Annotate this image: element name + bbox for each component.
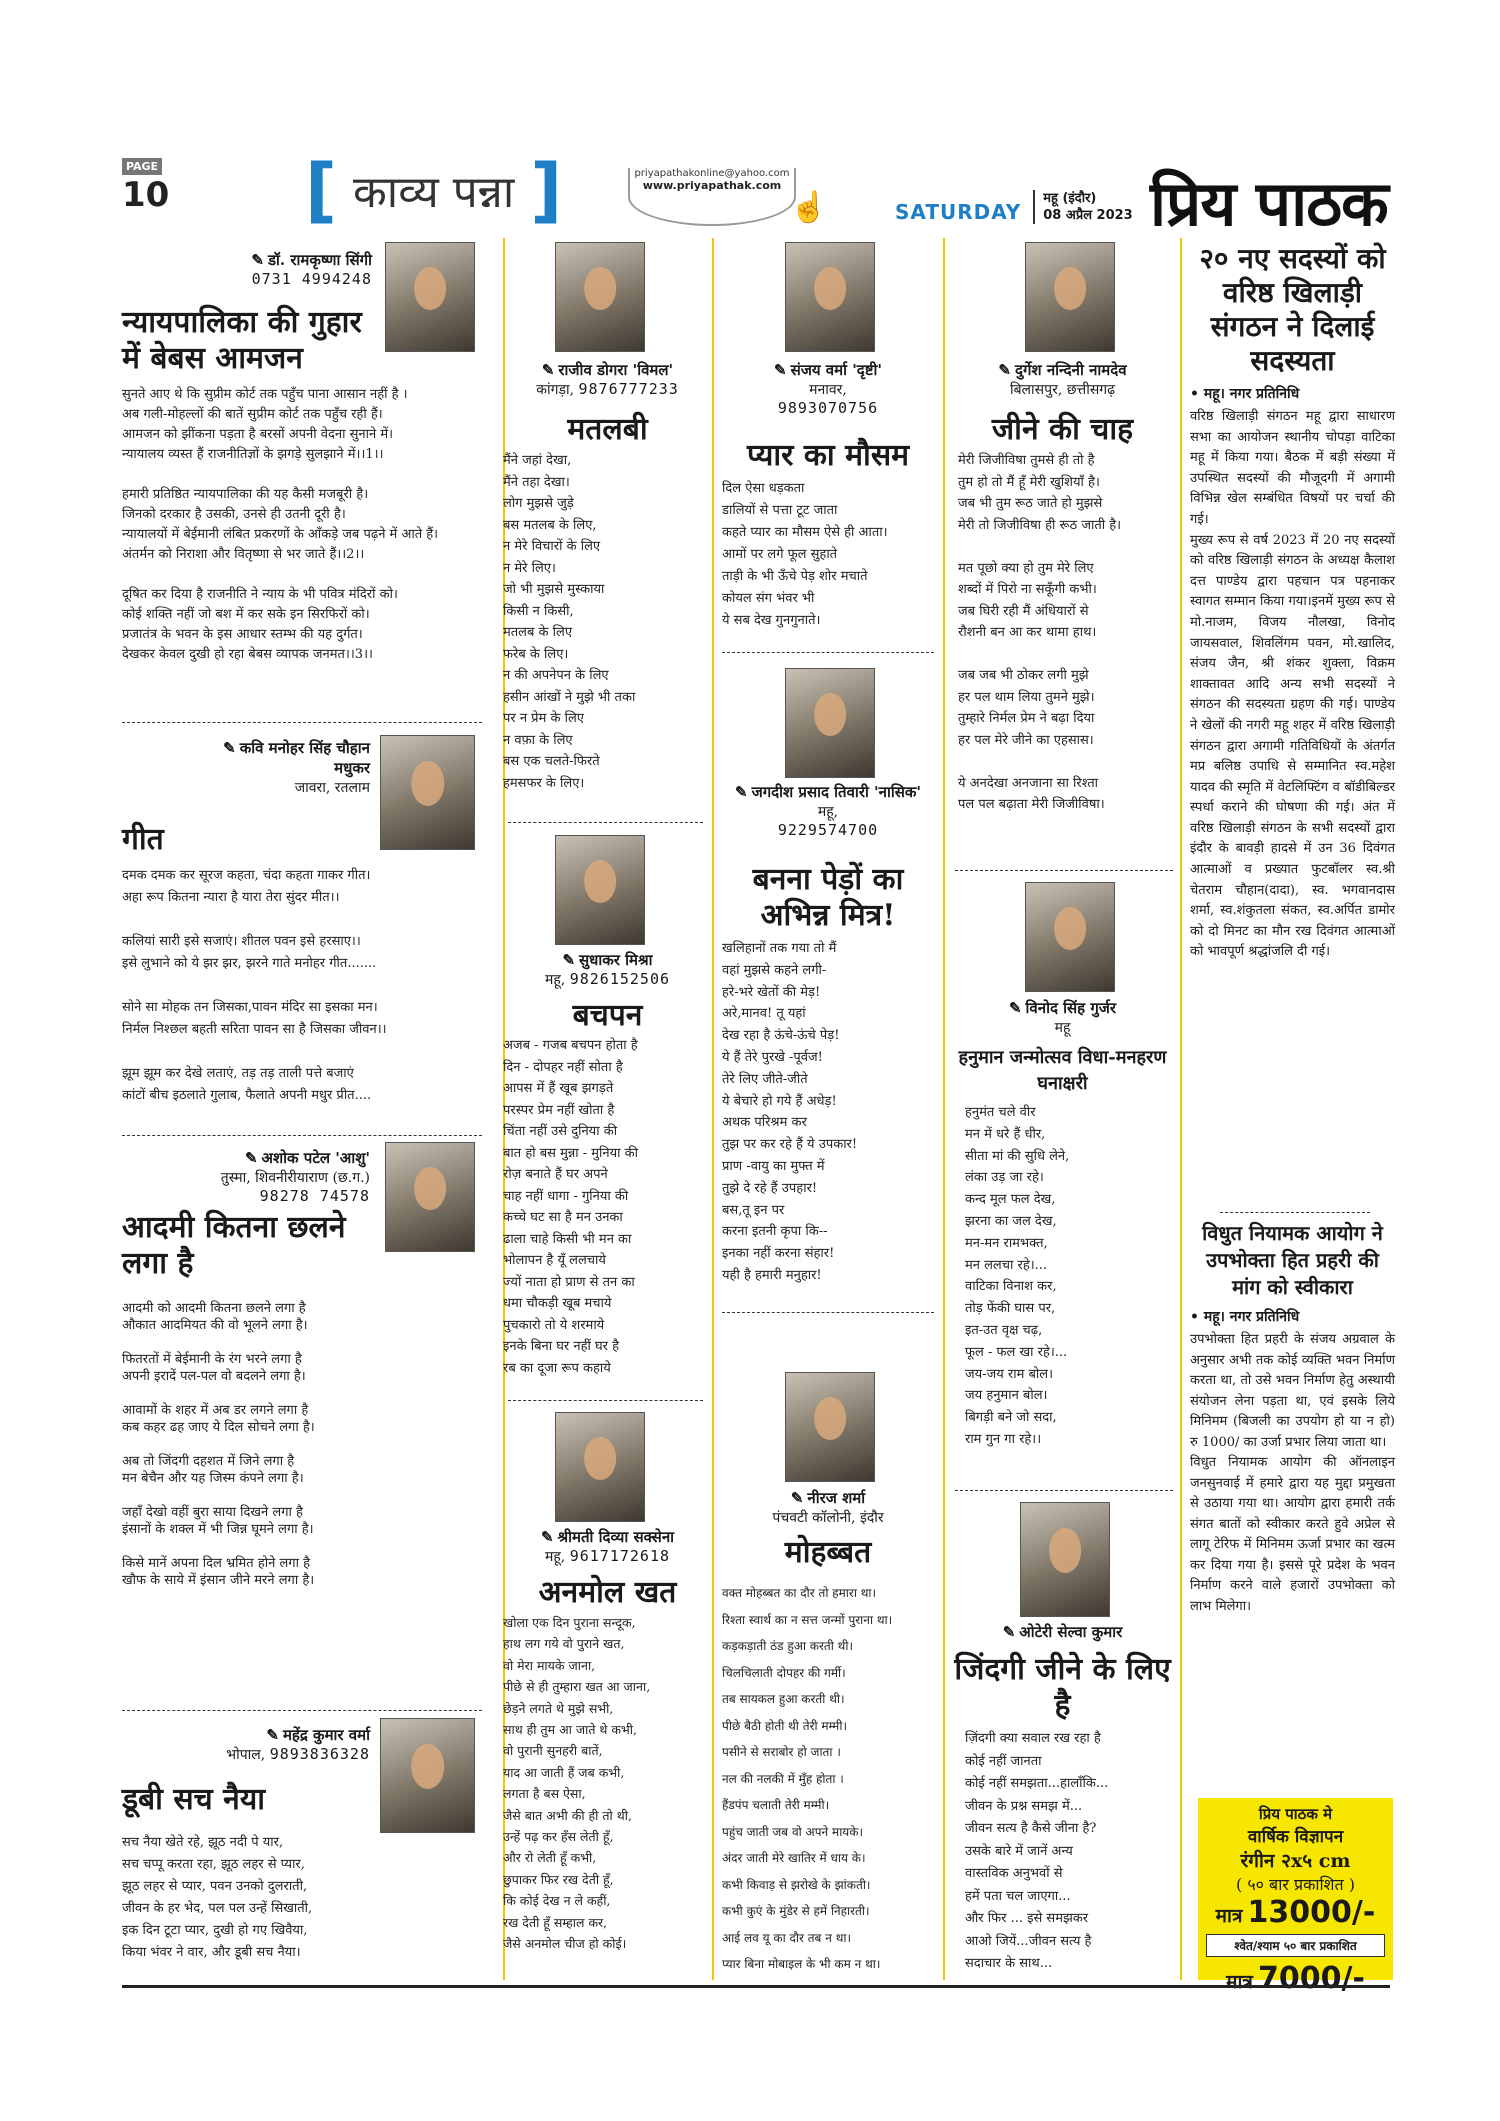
divider bbox=[508, 1400, 703, 1401]
dateline bbox=[895, 190, 1133, 224]
page-number-tag bbox=[122, 158, 170, 215]
author-place: महू bbox=[1054, 1020, 1071, 1036]
author-place: महू, bbox=[544, 1549, 566, 1565]
news-byline: • महू। नगर प्रतिनिधि bbox=[1190, 1309, 1300, 1325]
ad-price-prefix: मात्र bbox=[1215, 1905, 1243, 1927]
poem-byline bbox=[190, 738, 370, 797]
poem-title: हनुमान जन्मोत्सव विधा-मनहरण घनाक्षरी bbox=[958, 1047, 1167, 1094]
poem-body: सुनते आए थे कि सुप्रीम कोर्ट तक पहुँच पाना आसान नहीं है । अब गली-मोहल्लों की बातें सुप्रीम कोर्ट तक पहुँच रही हैं। आमजन को झींकना पड़ता है बरसों अपनी वेदना सुनाने में। न्यायालय व्यस्त हैं राजनीतिज्ञों के झगड़े सुलझाने में।।1।। हमारी प्रतिष्ठित न्यायपालिका की यह कैसी मजबूरी है। जिनको दरकार है उसकी, उनसे ही उतनी दूरी है। न्यायालयों में बेईमानी लंबित प्रकरणों के आँकड़े जब पढ़ने में आते हैं। अंतर्मन को निराशा और वितृष्णा से भर जाते हैं।।2।। दूषित कर दिया है राजनीति ने न्याय के भी पवित्र मंदिरों को। कोई शक्ति नहीं जो बश में कर सके इन सिरफिरों को। प्रजातंत्र के भवन के इस आधार स्तम्भ की यह दुर्गत। देखकर केवल दुखी हो रहा बेबस व्यापक जनमत।।3।। bbox=[122, 387, 439, 662]
author-photo bbox=[555, 242, 645, 352]
poem-body: दमक दमक कर सूरज कहता, चंदा कहता गाकर गीत। अहा रूप कितना न्यारा है यारा तेरा सुंदर मीत।। कलियां सारी इसे सजाएं। शीतल पवन इसे हरसाए।। इसे लुभाने को ये झर झर, झरने गाते मनोहर गीत....... सोने सा मोहक तन जिसका,पावन मंदिर सा इसका मन। निर्मल निश्छल बहती सरिता पावन सा है जिसका जीवन।। झूम झूम कर देखे लताएं, तड़ तड़ ताली पत्ते बजाएं कांटों बीच इठलाते गुलाब, फैलाते अपनी मधुर प्रीत.... bbox=[122, 868, 387, 1103]
author-phone: 98278 74578 bbox=[259, 1187, 370, 1205]
pen-icon: ✎ bbox=[251, 251, 264, 269]
poem-body: हनुमंत चले वीर मन में धरे हैं धीर, सीता मां की सुधि लेने, लंका उड़ जा रहे। कन्द मूल फल देख, झरना का जल देख, मन-मन रामभक्त, मन ललचा रहे।... वाटिका विनाश कर, तोड़ फेंकी घास पर, इत-उत वृक्ष चढ़, फूल - फल खा रहे।... जय-जय राम बोल। जय हनुमान बोल। बिगड़ी बने जो सदा, राम गुन गा रहे।। bbox=[965, 1105, 1070, 1447]
pen-icon: ✎ bbox=[562, 951, 576, 969]
news-byline: • महू। नगर प्रतिनिधि bbox=[1190, 386, 1300, 402]
pen-icon: ✎ bbox=[790, 1489, 804, 1507]
author-photo bbox=[1025, 882, 1115, 992]
author-photo bbox=[385, 242, 475, 352]
website-link[interactable]: www.priyapathak.com bbox=[642, 179, 782, 192]
divider bbox=[1220, 1212, 1370, 1213]
ad-line: रंगीन २x५ cm bbox=[1240, 1850, 1351, 1872]
divider bbox=[122, 722, 482, 723]
divider bbox=[122, 1135, 482, 1136]
author-phone: 9876777233 bbox=[578, 380, 679, 398]
email-text[interactable]: priyapathakonline@yahoo.com bbox=[634, 168, 790, 179]
poem-title: बनना पेड़ों का अभिन्न मित्र! bbox=[752, 862, 904, 933]
author-place: तुस्मा, शिवनीरीयाराण (छ.ग.) bbox=[220, 1170, 370, 1186]
divider bbox=[955, 870, 1173, 871]
divider bbox=[955, 1490, 1173, 1491]
divider bbox=[722, 652, 934, 653]
pen-icon: ✎ bbox=[1002, 1623, 1016, 1641]
poem-body: खलिहानों तक गया तो मैं वहां मुझसे कहने लगी- हरे-भरे खेतों की मेड़! अरे,मानव! तू यहां देख रहा है ऊंचे-ऊंचे पेड़! ये हैं तेरे पुरखे -पूर्वज! तेरे लिए जीते-जीते ये बेचारे हो गये हैं अधेड़! अथक परिश्रम कर तुझ पर कर रहे हैं ये उपकार! प्राण -वायु का मुफ्त में तुझे दे रहे हैं उपहार! बस,तू इन पर करना इतनी कृपा कि-- इनका नहीं करना संहार! यही है हमारी मनुहार! bbox=[722, 941, 858, 1283]
author-name: डॉ. रामकृष्णा सिंगी bbox=[267, 251, 372, 269]
poem-body: खोला एक दिन पुराना सन्दूक, हाथ लग गये वो पुराने खत, वो मेरा मायके जाना, पीछे से ही तुम्हारा खत आ जाना, छेड़ने लगते थे मुझे सभी, साथ ही तुम आ जाते थे कभी, वो पुरानी सुनहरी बातें, याद आ जाती हैं जब कभी, लगता है बस ऐसा, जैसे बात अभी की ही तो थी, उन्हें पढ़ कर हँस लेती हूँ, और रो लेती हूँ कभी, छुपाकर फिर रख देती हूँ, कि कोई देख न ले कहीं, रख देती हूँ सम्हाल कर, जैसे अनमोल चीज हो कोई। bbox=[503, 1615, 651, 1952]
author-name: संजय वर्मा 'दृष्टी' bbox=[790, 361, 882, 379]
pen-icon: ✎ bbox=[266, 1726, 279, 1744]
author-name: अशोक पटेल 'आशु' bbox=[261, 1149, 370, 1167]
pen-icon: ✎ bbox=[540, 1528, 554, 1546]
ad-line: ( ५० बार प्रकाशित ) bbox=[1236, 1875, 1355, 1894]
author-place: भोपाल, bbox=[226, 1747, 266, 1763]
author-place: पंचवटी कॉलोनी, इंदौर bbox=[772, 1510, 884, 1526]
poem-title: मोहब्बत bbox=[784, 1535, 872, 1570]
author-name: दुर्गेश नन्दिनी नामदेव bbox=[1015, 361, 1127, 379]
city: महू (इंदौर) bbox=[1043, 191, 1097, 206]
ad-strip: श्वेत/श्याम ५० बार प्रकाशित bbox=[1206, 1934, 1385, 1957]
poem-title: आदमी कितना छलने लगा है bbox=[122, 1210, 346, 1281]
poem-byline bbox=[718, 1488, 938, 1527]
poem-title: गीत bbox=[122, 822, 164, 857]
poem-body: मेरी जिजीविषा तुमसे ही तो है तुम हो तो मैं हूँ मेरी खुशियाँ है। जब भी तुम रूठ जाते हो मुझसे मेरी तो जिजीविषा ही रूठ जाती है। मत पूछो क्या हो तुम मेरे लिए शब्दों में पिरो ना सकूँगी कभी। जब घिरी रही मैं अंधियारों से रौशनी बन आ कर थामा हाथ। जब जब भी ठोकर लगी मुझे हर पल थाम लिया तुमने मुझे। तुम्हारे निर्मल प्रेम ने बढ़ा दिया हर पल मेरे जीने का एहसास। ये अनदेखा अनजाना सा रिश्ता पल पल बढ़ाता मेरी जिजीविषा। bbox=[958, 453, 1122, 812]
author-phone: 9893836328 bbox=[269, 1745, 370, 1763]
poem-byline bbox=[950, 1622, 1175, 1642]
author-phone: 0731 4994248 bbox=[251, 270, 372, 288]
poem-body: अजब - गजब बचपन होता है दिन - दोपहर नहीं सोता है आपस में हैं खूब झगड़ते परस्पर प्रेम नहीं खोता है चिंता नहीं उसे दुनिया की बात हो बस मुन्ना - मुनिया की रोज़ बनाते हैं घर अपने चाह नहीं धागा - गुनिया की कच्चे घट सा है मन उनका ढाला चाहे किसी भी मन का भोलापन है यूँ ललचाये ज्यों नाता हो प्राण से तन का धमा चौकड़ी खूब मचाये पुचकारो तो ये शरमाये इनके बिना घर नहीं घर है रब का दूजा रूप कहाये bbox=[503, 1038, 639, 1376]
poem-body: आदमी को आदमी कितना छलने लगा है औकात आदमियत की वो भूलने लगा है। फितरतों में बेईमानी के रंग भरने लगा है अपनी इरादें पल-पल वो बदलने लगा है। आवामों के शहर में अब डर लगने लगा है कब कहर ढह जाए ये दिल सोचने लगा है। अब तो जिंदगी दहशत में जिने लगा है मन बेचैन और यह जिस्म कंपने लगा है। जहाँ देखो वहीं बुरा साया दिखने लगा है इंसानों के शक्ल में भी जिन्न घूमने लगा है। किसे मानें अपना दिल भ्रमित होने लगा है खौफ के साये में इंसान जीने मरने लगा है। bbox=[122, 1301, 315, 1588]
author-name: महेंद्र कुमार वर्मा bbox=[282, 1726, 370, 1744]
page-label: PAGE bbox=[122, 158, 162, 175]
author-place: मनावर, bbox=[809, 382, 847, 398]
contact-block bbox=[628, 168, 796, 226]
author-photo bbox=[785, 1372, 875, 1482]
poem-body: मैंने जहां देखा, मैंने तहा देखा। लोग मुझसे जुड़े बस मतलब के लिए, न मेरे विचारों के लिए न मेरे लिए। जो भी मुझसे मुस्काया किसी न किसी, मतलब के लिए फरेब के लिए। न की अपनेपन के लिए हसीन आंखों ने मुझे भी तका पर न प्रेम के लिए न वफ़ा के लिए बस एक चलते-फिरते हमसफर के लिए। bbox=[503, 453, 636, 791]
poem-body: दिल ऐसा धड़कता डालियों से पत्ता टूट जाता कहते प्यार का मौसम ऐसे ही आता। आमों पर लगे फूल सुहाते ताड़ी के भी ऊँचे पेड़ शोर मचाते कोयल संग भंवर भी ये सब देख गुनगुनाते। bbox=[722, 481, 888, 628]
author-photo bbox=[555, 835, 645, 945]
author-name: नीरज शर्मा bbox=[807, 1489, 866, 1507]
pointing-hand-icon: ☝ bbox=[790, 190, 828, 225]
author-name: ओटेरी सेल्वा कुमार bbox=[1019, 1623, 1123, 1641]
poem-byline bbox=[950, 998, 1175, 1037]
author-place: जावरा, रतलाम bbox=[294, 780, 370, 796]
poem-body: सच नैया खेते रहे, झूठ नदी पे यार, सच चप्पू करता रहा, झूठ लहर से प्यार, झूठ लहर से प्यार, पवन उनको दुलराती, जीवन के हर भेद, पल पल उन्हें सिखाती, इक दिन टूटा प्यार, दुखी हो गए खिवैया, किया भंवर ने वार, और डूबी सच नैया। bbox=[122, 1835, 313, 1960]
poem-title: अनमोल खत bbox=[538, 1575, 677, 1610]
author-photo bbox=[555, 1412, 645, 1522]
author-place: महू, bbox=[817, 804, 839, 820]
author-name: कवि मनोहर सिंह चौहान मधुकर bbox=[239, 739, 370, 777]
news-body: उपभोक्ता हित प्रहरी के संजय अग्रवाल के अनुसार अभी तक कोई व्यक्ति भवन निर्माण करता था, तो उसे भवन निर्माण हेतु अस्थायी संयोजन लेना पड़ता था, एवं इसके लिये मिनिमम (बिजली का उपयोग हो या न हो) रु 1000/ का उर्जा प्रभार लिया जाता था। विधुत नियामक आयोग की ऑनलाइन जनसुनवाई में हमारे द्वारा यह मुद्दा प्रमुखता से उठाया गया था। आयोग द्वारा हमारी तर्क संगत बातों को स्वीकार करते हुवे अप्रेल से लागू टेरिफ में मिनिमम ऊर्जा प्रभार का खत्म कर दिया गया है। इससे पूरे प्रदेश के भवन निर्माण करने वाले हजारों उपभोक्ता को लाभ मिलेगा। bbox=[1190, 1332, 1395, 1614]
bottom-rule bbox=[122, 1985, 1390, 1988]
pen-icon: ✎ bbox=[734, 783, 748, 801]
ad-line: वार्षिक विज्ञापन bbox=[1247, 1827, 1344, 1847]
ad-price-prefix: मात्र bbox=[1226, 1971, 1253, 1993]
poem-byline bbox=[180, 1148, 370, 1205]
poem-title: न्यायपालिका की गुहार में बेबस आमजन bbox=[122, 305, 362, 376]
author-place: महू, bbox=[544, 972, 566, 988]
author-photo bbox=[1020, 1502, 1110, 1617]
poem-byline bbox=[718, 360, 938, 417]
poem-byline bbox=[718, 782, 938, 839]
author-phone: 9826152506 bbox=[569, 970, 671, 988]
author-name: श्रीमती दिव्या सक्सेना bbox=[557, 1528, 675, 1546]
author-photo bbox=[380, 1718, 475, 1833]
author-phone: 9229574700 bbox=[777, 821, 879, 839]
date: 08 अप्रैल 2023 bbox=[1043, 208, 1133, 223]
poem-title: मतलबी bbox=[567, 412, 648, 447]
pen-icon: ✎ bbox=[774, 361, 787, 379]
column-divider bbox=[1180, 238, 1182, 1980]
page-number: 10 bbox=[122, 175, 170, 215]
author-place: बिलासपुर, छत्तीसगढ़ bbox=[1009, 382, 1116, 398]
author-name: राजीव डोगरा 'विमल' bbox=[558, 361, 674, 379]
poem-body: वक्त मोहब्बत का दौर तो हमारा था। रिश्ता स्वार्थ का न सत्त जन्मों पुराना था। कड़कड़ाती ठंड हुआ करती थी। चिलचिलाती दोपहर की गर्मी। तब सायकल हुआ करती थी। पीछे बैठी होती थी तेरी मम्मी। पसीने से सराबोर हो जाता । नल की नलकी में मुँह होता । हैंडपंप चलाती तेरी मम्मी। पहुंच जाती जब वो अपने मायके। अंदर जाती मेरे खातिर में धाय के। कभी किवाड़ से झरोखे के झांकती। कभी कुएं के मुंडेर से हमें निहारती। आई लव यू का दौर तब न था। प्यार बिना मोबाइल के भी कम न था। bbox=[722, 1586, 893, 1971]
ad-price: 13000/- bbox=[1247, 1895, 1376, 1930]
section-title bbox=[305, 149, 563, 231]
poem-byline bbox=[950, 360, 1175, 399]
poem-byline bbox=[200, 1725, 370, 1764]
poem-title: जिंदगी जीने के लिए है bbox=[954, 1652, 1171, 1723]
poem-body: ज़िंदगी क्या सवाल रख रहा है कोई नहीं जानता कोई नहीं समझता...हालाँकि... जीवन के प्रश्न समझ में... जीवन सत्य है कैसे जीना है? उसके बारे में जानें अन्य वास्तविक अनुभवों से हमें पता चल जाएगा... और फिर ... इसे समझकर आओ जियें...जीवन सत्य है सदाचार के साथ... bbox=[965, 1731, 1109, 1971]
poem-title: जीने की चाह bbox=[991, 412, 1134, 447]
author-place: कांगड़ा, bbox=[536, 382, 575, 398]
author-name: जगदीश प्रसाद तिवारी 'नासिक' bbox=[751, 783, 921, 801]
bracket-open-icon: [ bbox=[305, 149, 337, 231]
ad-line: प्रिय पाठक मे bbox=[1258, 1805, 1333, 1823]
column-divider bbox=[943, 238, 945, 1980]
poem-title: डूबी सच नैया bbox=[122, 1782, 265, 1817]
bracket-close-icon: ] bbox=[530, 149, 563, 231]
pen-icon: ✎ bbox=[541, 361, 555, 379]
newspaper-logo: प्रिय पाठक bbox=[1150, 167, 1388, 240]
section-title-text: काव्य पन्ना bbox=[353, 167, 515, 218]
pen-icon: ✎ bbox=[223, 739, 236, 757]
column-divider bbox=[712, 238, 714, 1980]
author-photo bbox=[380, 735, 475, 850]
news-headline: २० नए सदस्यों को वरिष्ठ खिलाड़ी संगठन ने दिलाई सदस्यता bbox=[1199, 242, 1386, 377]
news-article bbox=[1190, 242, 1395, 963]
news-article bbox=[1190, 1220, 1395, 1617]
news-body: वरिष्ठ खिलाड़ी संगठन महू द्वारा साधारण सभा का आयोजन स्थानीय चोपड़ा वाटिका महू में किया गया। बैठक में बड़ी संख्या में उपस्थित सदस्यों की मौजूदगी में अगामी विभिन्न खेल सम्बंधित विषयों पर चर्चा की गई। मुख्य रूप से वर्ष 2023 में 20 नए सदस्यों को वरिष्ठ खिलाड़ी संगठन के अध्यक्ष कैलाश दत्त पाण्डेय द्वारा पहचान पत्र पहनाकर स्वागत सम्मान किया गया।इनमें मुख्य रूप से मो.नाजम, विजय नौलखा, विनोद जायसवाल, शिवलिंगम पवन, मो.खालिद, संजय जैन, श्री शंकर शुक्ला, विक्रम शाक्तावत आदि अन्य सभी सदस्यों ने संगठन की सदस्यता ग्रहण की गई। पाण्डेय ने खेलों की नगरी महू शहर में वरिष्ठ खिलाड़ी संगठन द्वारा अगामी गतिविधियों के अंतर्गत मप्र बलिष्ठ उपाधि से सम्मानित स्व.महेश यादव की स्मृति में वेटलिफ्टिंग व बॉडीबिल्डर स्पर्धा कराने की घोषणा की गई। अंत में वरिष्ठ खिलाड़ी संगठन के सभी सदस्यों द्वारा इंदौर के बावड़ी हादसे में उन 36 दिवंगत आत्माओं व प्रख्यात फुटबॉलर स्व.श्री चेतराम चौहान(दादा), स्व. भगवानदास शर्मा, स्व.शंकुतला संकत, स्व.अर्पित डामोर को दो मिनट का मौन रख दिवंगत आत्माओं को भावपूर्ण श्रद्धांजलि दी गई। bbox=[1190, 409, 1395, 960]
author-photo bbox=[385, 1142, 475, 1252]
divider bbox=[508, 822, 703, 823]
poem-title: प्यार का मौसम bbox=[746, 438, 910, 473]
divider bbox=[722, 1312, 934, 1313]
pen-icon: ✎ bbox=[1008, 999, 1022, 1017]
divider bbox=[122, 1710, 482, 1711]
author-name: विनोद सिंह गुर्जर bbox=[1025, 999, 1117, 1017]
pen-icon: ✎ bbox=[244, 1149, 258, 1167]
author-phone: 9893070756 bbox=[777, 399, 879, 417]
ad-price: 7000/- bbox=[1257, 1961, 1365, 1996]
poem-byline bbox=[510, 950, 705, 989]
author-photo bbox=[785, 668, 875, 778]
author-photo bbox=[1025, 242, 1115, 352]
author-photo bbox=[785, 242, 875, 352]
poem-title: बचपन bbox=[572, 998, 643, 1033]
poem-byline bbox=[122, 250, 372, 288]
ad-box bbox=[1198, 1798, 1393, 1996]
weekday: SATURDAY bbox=[895, 200, 1022, 224]
author-name: सुधाकर मिश्रा bbox=[579, 951, 653, 969]
author-phone: 9617172618 bbox=[569, 1547, 671, 1565]
poem-byline bbox=[510, 360, 705, 399]
poem-byline bbox=[510, 1527, 705, 1566]
pen-icon: ✎ bbox=[998, 361, 1011, 379]
news-headline: विधुत नियामक आयोग ने उपभोक्ता हित प्रहरी की मांग को स्वीकारा bbox=[1202, 1221, 1383, 1299]
